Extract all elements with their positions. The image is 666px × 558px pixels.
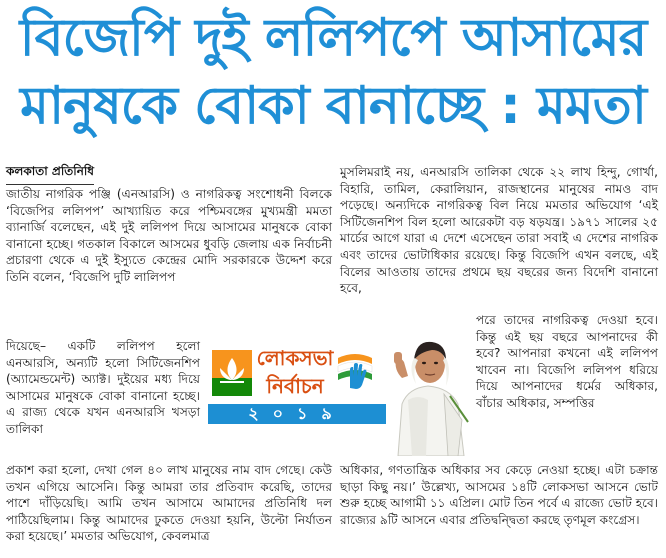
election-year-strip: ২০১৯: [208, 404, 386, 424]
headline: [0, 4, 666, 140]
election-banner-subtitle: নির্বাচন: [266, 374, 324, 398]
article-column-right-wrap: [476, 312, 658, 412]
headline-line-2: মানুষকে বোকা বানাচ্ছে : মমতা: [20, 76, 646, 136]
election-inset-graphic: [208, 330, 474, 458]
article-paragraph: মুসলিমরাই নয়, এনআরসি তালিকা থেকে ২২ লাখ হিন্দু, গোর্খা, বিহারি, তামিল, কেরালিয়ান, রাজস্থানের মানুষের নামও বাদ পড়েছে। অন্যদিকে নাগরিকত্ব বিল নিয়ে মমতার অভিযোগ ‘এই সিটিজেনশিপ বিল হলো আরেকটা বড় ষড়যন্ত্র। ১৯৭১ সালের ২৫ মার্চের আগে যারা এ দেশে এসেছেন তারা সবাই এ দেশের নাগরিক এবং তাদের ভোটাধিকার রয়েছে। কিন্তু বিজেপি এখন বলছে, এই বিলের আওতায় তাদের প্রথমে ছয় বছরের জন্য বিদেশি বানানো হবে,: [340, 165, 658, 296]
article-column-left-wrap: [6, 338, 200, 438]
bjp-lotus-logo-icon: [212, 350, 252, 396]
mamata-banerjee-portrait: [388, 330, 474, 456]
article-column-left-top: [6, 186, 332, 286]
article-paragraph: দিয়েছে– একটি ললিপপ হলো এনআরসি, অন্যটি হলো সিটিজেনশিপ (অ্যামেন্ডমেন্ট) অ্যাক্ট। দুইয়ের মধ্য দিয়ে আসামের মানুষকে বোকা বানানো হচ্ছে। এ রাজ্য থেকে যখন এনআরসি খসড়া তালিকা: [6, 339, 200, 436]
article-column-right-top: [340, 164, 658, 297]
article-paragraph: পরে তাদের নাগরিকত্ব দেওয়া হবে। কিন্তু এই ছয় বছরে আপনাদের কী হবে? আপনারা কখনো এই ললিপপ খাবেন না। বিজেপি ললিপপ ধরিয়ে দিয়ে আপনাদের ধর্মের অধিকার, বাঁচার অধিকার, সম্পত্তির: [476, 313, 658, 410]
article-column-left-bottom: [6, 462, 332, 545]
article-paragraph: প্রকাশ করা হলো, দেখা গেল ৪০ লাখ মানুষের নাম বাদ গেছে। কেউ তখন এগিয়ে আসেনি। কিন্তু আমরা তার প্রতিবাদ করেছি, তাদের পাশে দাঁড়িয়েছি। আমি তখন আসামে আমাদের প্রতিনিধি দল পাঠিয়েছিলাম। কিন্তু আমাদের ঢুকতে দেওয়া হয়নি, উল্টো নির্যাতন করা হয়েছে।’ মমতার অভিযোগ, কেবলমাত্র: [6, 463, 332, 544]
election-banner-title: লোকসভা: [256, 346, 334, 370]
article-paragraph: জাতীয় নাগরিক পঞ্জি (এনআরসি) ও নাগরিকত্ব সংশোধনী বিলকে ‘বিজেপির ললিপপ’ আখ্যায়িত করে পশ্চিমবঙ্গের মুখ্যমন্ত্রী মমতা ব্যানার্জি বলেছেন, এই দুই ললিপপ দিয়ে আসামের মানুষকে বোকা বানানো হচ্ছে। গতকাল বিকালে আসমের ধুবড়ি জেলায় এক নির্বাচনী প্রচারণা থেকে এ দুই ইস্যুতে কেন্দ্রের মোদি সরকারকে উদ্দেশ করে তিনি বলেন, ‘বিজেপি দুটি লালিপপ: [6, 187, 332, 284]
headline-line-1: বিজেপি দুই ললিপপে আসামের: [19, 8, 647, 68]
congress-hand-logo-icon: [336, 352, 374, 392]
article-paragraph: অধিকার, গণতান্ত্রিক অধিকার সব কেড়ে নেওয়া হচ্ছে। এটা চক্রান্ত ছাড়া কিছু নয়।’ উল্লেখ্য, আসমের ১৪টি লোকসভা আসনে ভোট শুরু হচ্ছে আগামী ১১ এপ্রিল। মোট তিন পর্বে এ রাজ্যে ভোট হবে। রাজ্যের ৯টি আসনে এবার প্রতিদ্বন্দ্বিতা করছে তৃণমূল কংগ্রেস।: [340, 463, 658, 527]
article-column-right-bottom: [340, 462, 658, 528]
byline: কলকাতা প্রতিনিধি: [6, 163, 94, 185]
